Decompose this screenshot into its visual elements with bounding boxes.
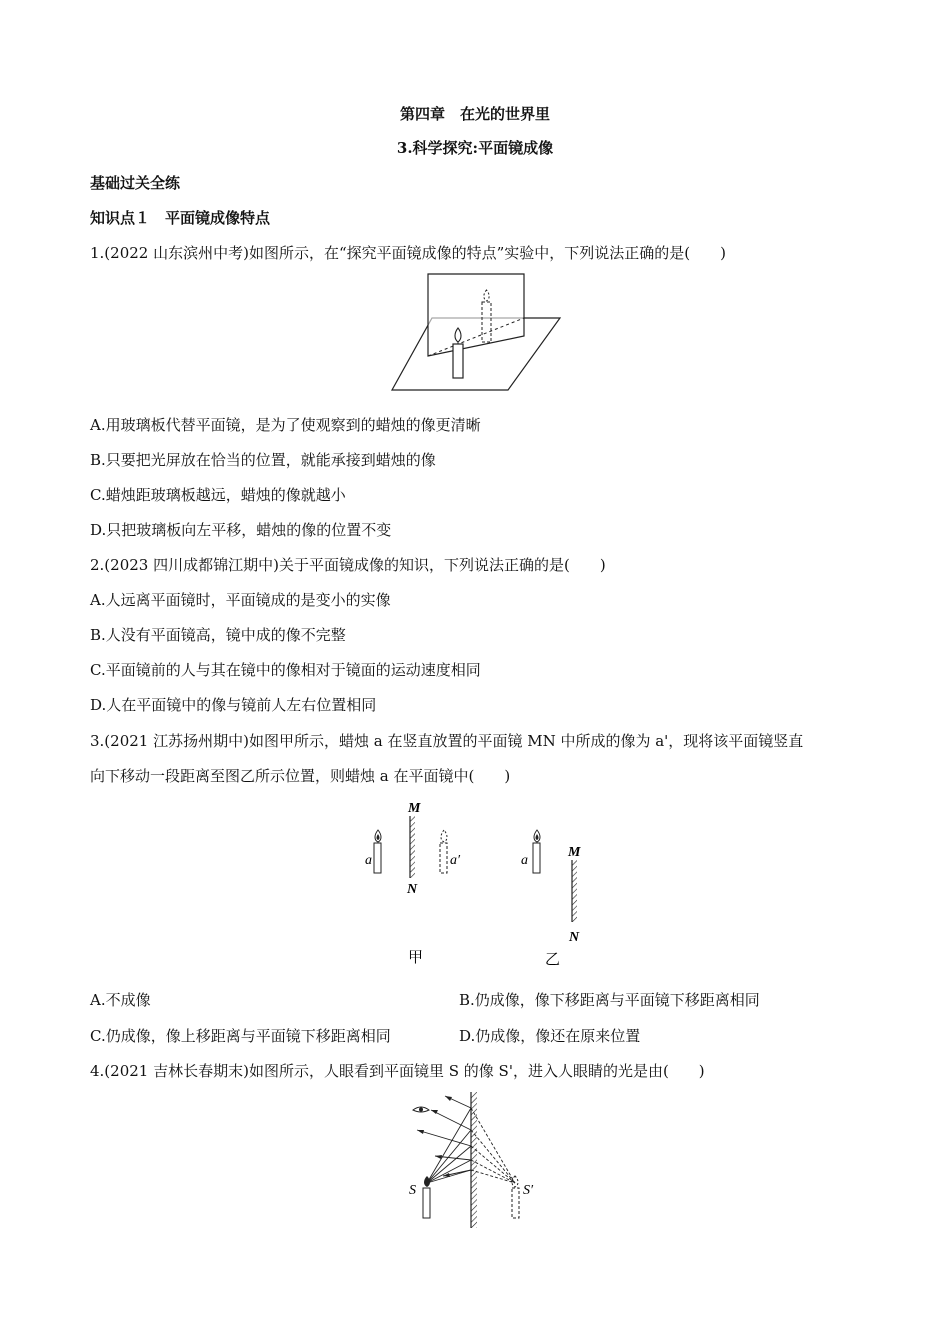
question-1-stem: 1.(2022 山东滨州中考)如图所示，在“探究平面镜成像的特点”实验中，下列说法正确的是( ) <box>90 244 727 262</box>
figure-mirror-experiment <box>380 272 580 394</box>
jia-label-m: M <box>408 801 421 816</box>
figure-yi <box>515 792 615 972</box>
chapter-title: 第四章 在光的世界里 <box>399 105 550 123</box>
q3-option-a: A.不成像 <box>90 991 151 1009</box>
q1-option-c: C.蜡烛距玻璃板越远，蜡烛的像就越小 <box>90 486 346 504</box>
q2-option-c: C.平面镜前的人与其在镜中的像相对于镜面的运动速度相同 <box>90 661 481 679</box>
question-2-stem: 2.(2023 四川成都锦江期中)关于平面镜成像的知识，下列说法正确的是( ) <box>90 556 606 574</box>
q2-option-b: B.人没有平面镜高，镜中成的像不完整 <box>90 626 346 644</box>
real-candle <box>453 344 463 378</box>
yi-mirror <box>572 860 577 922</box>
yi-label-n: N <box>569 930 580 945</box>
jia-caption: 甲 <box>408 950 424 966</box>
jia-image-a-prime <box>440 843 447 873</box>
yi-candle-a <box>533 843 540 873</box>
q2-option-d: D.人在平面镜中的像与镜前人左右位置相同 <box>90 696 377 714</box>
jia-label-a: a <box>365 853 372 868</box>
jia-candle-a <box>374 843 381 873</box>
q3-option-c: C.仍成像，像上移距离与平面镜下移距离相同 <box>90 1027 391 1045</box>
figure-eye-mirror <box>405 1090 555 1230</box>
q4-label-s: S <box>409 1183 416 1198</box>
q3-option-d: D.仍成像，像还在原来位置 <box>459 1027 641 1045</box>
section-title: 3.科学探究:平面镜成像 <box>396 139 554 157</box>
knowledge-point-heading: 知识点１ 平面镜成像特点 <box>90 209 271 227</box>
jia-label-n: N <box>407 882 418 897</box>
q3-option-b: B.仍成像，像下移距离与平面镜下移距离相同 <box>459 991 760 1009</box>
q4-label-s-prime: S′ <box>523 1183 534 1198</box>
glass-plate <box>428 274 524 356</box>
yi-label-m: M <box>568 845 581 860</box>
q1-option-b: B.只要把光屏放在恰当的位置，就能承接到蜡烛的像 <box>90 451 436 469</box>
jia-label-a-prime: a′ <box>450 853 461 868</box>
question-4-stem: 4.(2021 吉林长春期末)如图所示，人眼看到平面镜里 S 的像 S'，进入人眼睛的光是由( ) <box>90 1062 705 1080</box>
q4-candle-s <box>423 1188 430 1218</box>
jia-mirror <box>410 816 415 878</box>
q4-image-s-prime <box>512 1188 519 1218</box>
yi-caption: 乙 <box>545 952 561 968</box>
yi-label-a: a <box>521 853 528 868</box>
section-heading: 基础过关全练 <box>90 174 181 192</box>
question-3-stem-line2: 向下移动一段距离至图乙所示位置，则蜡烛 a 在平面镜中( ) <box>90 767 511 785</box>
q1-option-a: A.用玻璃板代替平面镜，是为了使观察到的蜡烛的像更清晰 <box>90 416 481 434</box>
figure-jia <box>360 792 480 972</box>
q2-option-a: A.人远离平面镜时，平面镜成的是变小的实像 <box>90 591 391 609</box>
question-3-stem-line1: 3.(2021 江苏扬州期中)如图甲所示，蜡烛 a 在竖直放置的平面镜 MN 中所成的像为 a'，现将该平面镜竖直 <box>90 732 804 750</box>
q1-option-d: D.只把玻璃板向左平移，蜡烛的像的位置不变 <box>90 521 392 539</box>
